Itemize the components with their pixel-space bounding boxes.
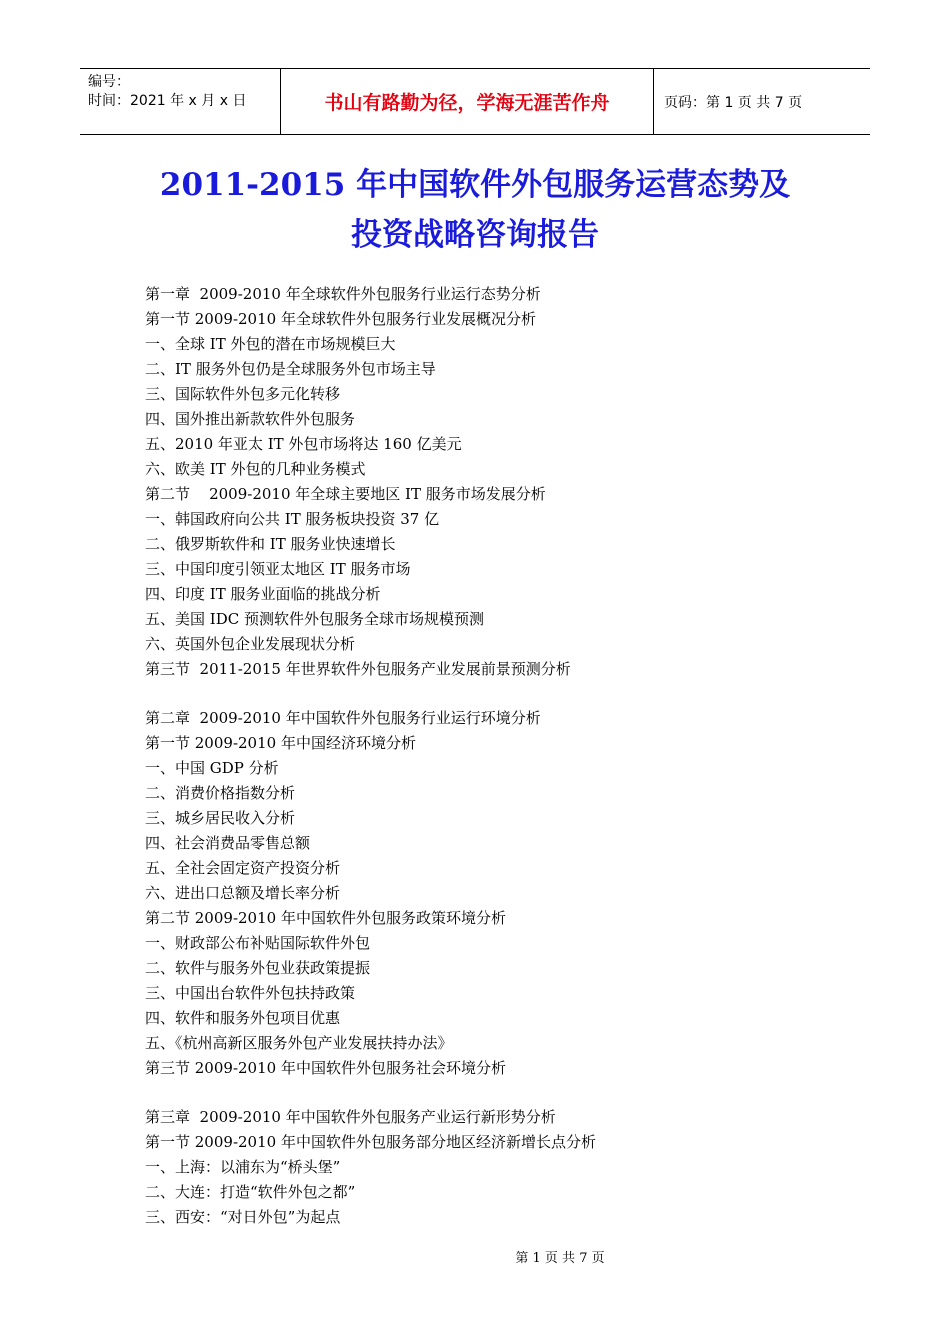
toc-line: 五、美国 IDC 预测软件外包服务全球市场规模预测 (145, 610, 484, 628)
toc-line: 二、大连：打造“软件外包之都” (145, 1183, 356, 1201)
toc-line: 二、消费价格指数分析 (145, 784, 296, 802)
toc-line: 第三节 2011-2015 年世界软件外包服务产业发展前景预测分析 (145, 660, 571, 678)
toc-line: 六、欧美 IT 外包的几种业务模式 (145, 460, 366, 478)
toc-line: 三、西安：“对日外包”为起点 (145, 1208, 341, 1226)
toc-line: 第一节 2009-2010 年全球软件外包服务行业发展概况分析 (145, 310, 536, 328)
header-table (80, 68, 870, 135)
toc-line: 一、中国 GDP 分析 (145, 759, 279, 777)
toc-line: 第一节 2009-2010 年中国软件外包服务部分地区经济新增长点分析 (145, 1133, 596, 1151)
toc-line: 第二节 2009-2010 年全球主要地区 IT 服务市场发展分析 (145, 485, 546, 503)
toc-spacer (145, 1081, 845, 1105)
toc-line: 一、财政部公布补贴国际软件外包 (145, 934, 371, 952)
toc-line: 五、全社会固定资产投资分析 (145, 859, 341, 877)
header-page-cell (654, 69, 870, 134)
title-line-2: 投资战略咨询报告 (351, 217, 599, 253)
toc-line: 五、2010 年亚太 IT 外包市场将达 160 亿美元 (145, 435, 462, 453)
motto-text: 书山有路勤为径，学海无涯苦作舟 (324, 92, 610, 114)
toc-block-3 (145, 1105, 845, 1230)
header-page-label: 页码：第 1 页 共 7 页 (664, 94, 803, 111)
table-of-contents (145, 282, 845, 1230)
toc-line: 六、英国外包企业发展现状分析 (145, 635, 356, 653)
toc-spacer (145, 682, 845, 706)
toc-line: 一、上海：以浦东为“桥头堡” (145, 1158, 341, 1176)
toc-line: 三、中国印度引领亚太地区 IT 服务市场 (145, 560, 411, 578)
number-label: 编号： (88, 74, 130, 90)
toc-block-2 (145, 706, 845, 1081)
toc-line: 一、韩国政府向公共 IT 服务板块投资 37 亿 (145, 510, 440, 528)
toc-line: 第二节 2009-2010 年中国软件外包服务政策环境分析 (145, 909, 506, 927)
toc-line: 四、软件和服务外包项目优惠 (145, 1009, 341, 1027)
toc-line: 三、中国出台软件外包扶持政策 (145, 984, 356, 1002)
toc-line: 四、国外推出新款软件外包服务 (145, 410, 356, 428)
toc-line: 二、IT 服务外包仍是全球服务外包市场主导 (145, 360, 436, 378)
header-meta-cell (80, 69, 281, 134)
toc-line: 第二章 2009-2010 年中国软件外包服务行业运行环境分析 (145, 709, 541, 727)
header-motto-cell (281, 69, 654, 134)
footer-page-number: 第 1 页 共 7 页 (515, 1251, 605, 1266)
toc-line: 三、国际软件外包多元化转移 (145, 385, 341, 403)
toc-line: 二、俄罗斯软件和 IT 服务业快速增长 (145, 535, 396, 553)
page-footer (0, 1247, 950, 1266)
toc-block-1 (145, 282, 845, 682)
document-title (0, 160, 950, 260)
date-label: 时间：2021 年 x 月 x 日 (88, 93, 247, 109)
title-line-1: 2011-2015 年中国软件外包服务运营态势及 (159, 167, 791, 203)
toc-line: 五、《杭州高新区服务外包产业发展扶持办法》 (145, 1034, 453, 1052)
toc-line: 四、社会消费品零售总额 (145, 834, 311, 852)
toc-line: 第一节 2009-2010 年中国经济环境分析 (145, 734, 416, 752)
toc-line: 第三章 2009-2010 年中国软件外包服务产业运行新形势分析 (145, 1108, 556, 1126)
toc-line: 第一章 2009-2010 年全球软件外包服务行业运行态势分析 (145, 285, 541, 303)
toc-line: 二、软件与服务外包业获政策提振 (145, 959, 371, 977)
toc-line: 四、印度 IT 服务业面临的挑战分析 (145, 585, 381, 603)
toc-line: 三、城乡居民收入分析 (145, 809, 296, 827)
toc-line: 六、进出口总额及增长率分析 (145, 884, 341, 902)
toc-line: 第三节 2009-2010 年中国软件外包服务社会环境分析 (145, 1059, 506, 1077)
toc-line: 一、全球 IT 外包的潜在市场规模巨大 (145, 335, 396, 353)
